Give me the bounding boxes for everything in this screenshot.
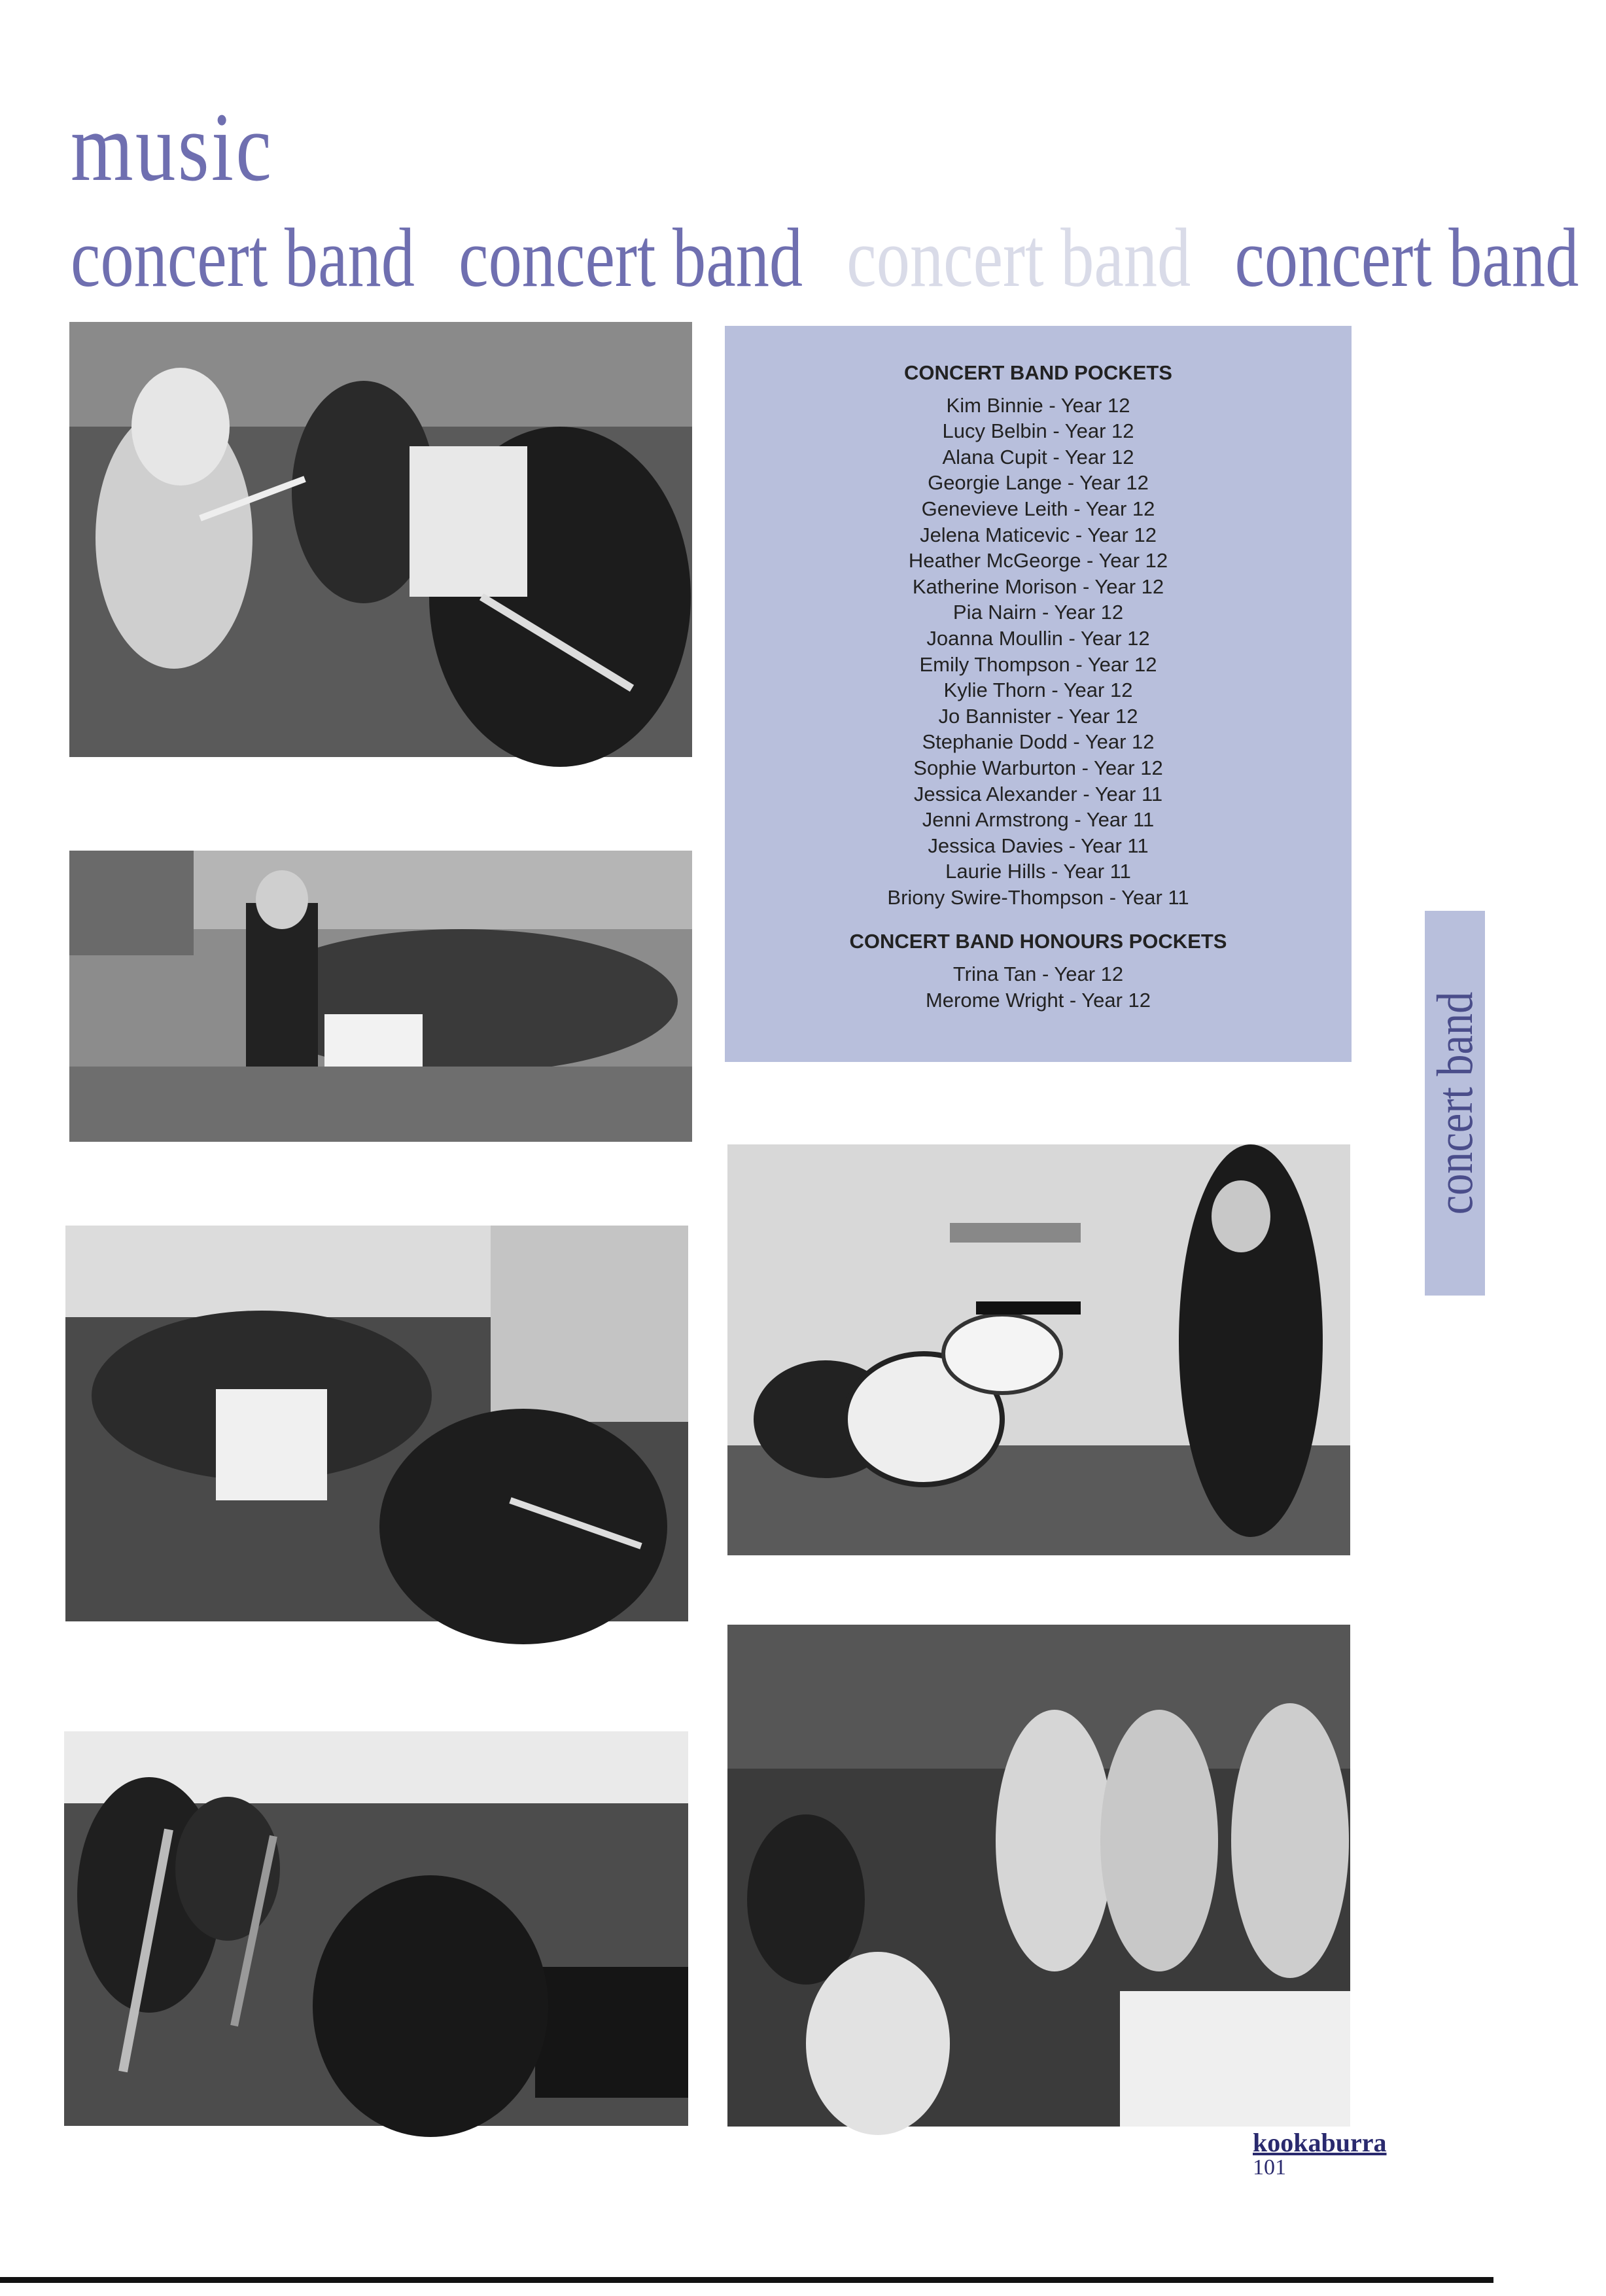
- pockets-list: [725, 393, 1352, 911]
- photo-conductor: [69, 851, 692, 1142]
- list-item: Kim Binnie - Year 12: [946, 393, 1130, 417]
- photo-tubas: [727, 1625, 1350, 2127]
- photo-woodwinds: [65, 1226, 688, 1621]
- list-item: Jo Bannister - Year 12: [938, 704, 1138, 728]
- photo-saxophones: [64, 1731, 688, 2126]
- list-item: Pia Nairn - Year 12: [952, 601, 1124, 624]
- list-item: Heather McGeorge - Year 12: [908, 549, 1168, 573]
- list-item: Laurie Hills - Year 11: [945, 860, 1131, 883]
- side-tab-label: concert band: [1426, 991, 1483, 1215]
- list-item: Genevieve Leith - Year 12: [921, 497, 1155, 520]
- list-item: Joanna Moullin - Year 12: [926, 626, 1150, 650]
- photo-flute-players: [69, 322, 692, 757]
- list-item: Jessica Davies - Year 11: [928, 834, 1149, 857]
- page-number: 101: [1253, 2155, 1286, 2180]
- honours-heading: CONCERT BAND HONOURS POCKETS: [849, 930, 1227, 953]
- list-item: Trina Tan - Year 12: [952, 963, 1124, 986]
- list-item: Briony Swire-Thompson - Year 11: [887, 885, 1189, 909]
- list-item: Emily Thompson - Year 12: [919, 652, 1157, 676]
- list-item: Katherine Morison - Year 12: [912, 574, 1164, 598]
- list-item: Jelena Maticevic - Year 12: [920, 523, 1157, 546]
- list-item: Alana Cupit - Year 12: [942, 445, 1134, 468]
- footer-brand: kookaburra: [1253, 2128, 1387, 2157]
- bottom-rule: [0, 2277, 1493, 2283]
- list-item: Kylie Thorn - Year 12: [943, 679, 1133, 702]
- list-item: Lucy Belbin - Year 12: [942, 419, 1134, 443]
- honours-list: [725, 961, 1352, 1013]
- list-item: Merome Wright - Year 12: [925, 988, 1151, 1012]
- concert-band-pockets-panel: [725, 326, 1352, 1062]
- banner-word-4: concert band: [1234, 211, 1579, 304]
- list-item: Georgie Lange - Year 12: [928, 471, 1149, 495]
- list-item: Sophie Warburton - Year 12: [913, 756, 1163, 779]
- list-item: Stephanie Dodd - Year 12: [922, 730, 1155, 754]
- pockets-heading: CONCERT BAND POCKETS: [904, 361, 1172, 384]
- banner-word-2: concert band: [459, 211, 803, 304]
- banner-word-1: concert band: [71, 211, 415, 304]
- section-title: music: [71, 93, 274, 202]
- list-item: Jessica Alexander - Year 11: [913, 782, 1163, 805]
- photo-percussion-cello: [727, 1144, 1350, 1555]
- list-item: Jenni Armstrong - Year 11: [922, 808, 1155, 832]
- concert-band-banner: [71, 211, 1606, 304]
- banner-word-3: concert band: [847, 211, 1191, 304]
